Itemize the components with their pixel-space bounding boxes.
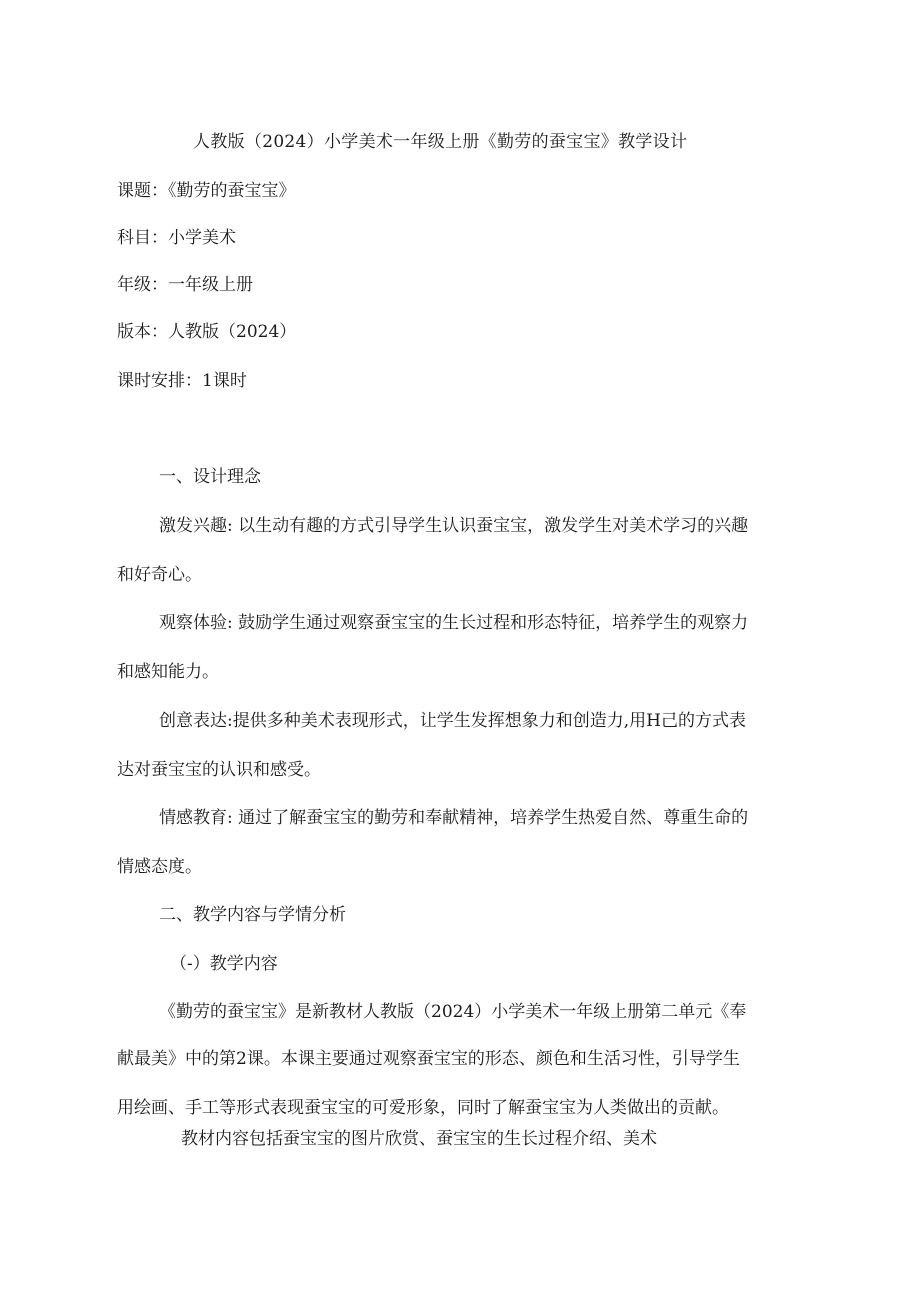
- paragraph-observation-line2: 和感知能力。: [117, 662, 219, 682]
- paragraph-observation-line1: 观察体验: 鼓励学生通过观察蚕宝宝的生长过程和形态特征，培养学生的观察力: [159, 613, 749, 633]
- meta-grade: 年级：一年级上册: [117, 275, 253, 295]
- section-heading-design-concept: 一、设计理念: [159, 467, 261, 487]
- meta-subject: 科目：小学美术: [117, 228, 236, 248]
- section-heading-content-analysis: 二、教学内容与学情分析: [159, 905, 346, 925]
- paragraph-interest-line1: 激发兴趣: 以生动有趣的方式引导学生认识蚕宝宝，激发学生对美术学习的兴趣: [159, 516, 749, 536]
- paragraph-creative-line1: 创意表达:提供多种美术表现形式，让学生发挥想象力和创造力,用H己的方式表: [159, 711, 746, 731]
- paragraph-emotion-line2: 情感态度。: [117, 857, 202, 877]
- paragraph-content-line2: 献最美》中的第2课。本课主要通过观察蚕宝宝的形态、颜色和生活习性，引导学生: [117, 1049, 740, 1069]
- paragraph-content-line3: 用绘画、手工等形式表现蚕宝宝的可爱形象，同时了解蚕宝宝为人类做出的贡献。: [117, 1098, 729, 1118]
- meta-schedule: 课时安排：1课时: [117, 371, 247, 391]
- paragraph-content-line1: 《勤劳的蚕宝宝》是新教材人教版（2024）小学美术一年级上册第二单元《奉: [159, 1002, 747, 1022]
- meta-edition: 版本：人教版（2024）: [117, 322, 297, 342]
- paragraph-materials-line1: 教材内容包括蚕宝宝的图片欣赏、蚕宝宝的生长过程介绍、美术: [181, 1129, 657, 1149]
- meta-topic: 课题：《勤劳的蚕宝宝》: [117, 181, 296, 201]
- subsection-heading-teaching-content: （-）教学内容: [170, 954, 278, 974]
- paragraph-interest-line2: 和好奇心。: [117, 565, 202, 585]
- document-title: 人教版（2024）小学美术一年级上册《勤劳的蚕宝宝》教学设计: [193, 132, 688, 152]
- paragraph-creative-line2: 达对蚕宝宝的认识和感受。: [117, 760, 321, 780]
- paragraph-emotion-line1: 情感教育: 通过了解蚕宝宝的勤劳和奉献精神，培养学生热爱自然、尊重生命的: [159, 808, 749, 828]
